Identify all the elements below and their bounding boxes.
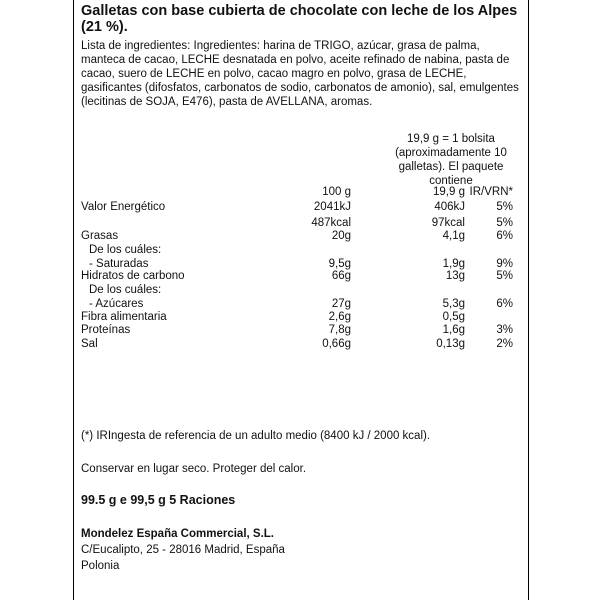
value-ir-percent: 5% xyxy=(496,201,513,213)
value-ir-percent: 6% xyxy=(496,298,513,310)
value-per-100g: 27g xyxy=(331,298,351,310)
value-per-serving: 0,13g xyxy=(436,338,465,350)
nutrient-label: Grasas xyxy=(81,230,119,242)
value-per-100g: 2,6g xyxy=(328,311,351,323)
nutrition-row xyxy=(81,229,521,243)
value-ir-percent: 2% xyxy=(496,338,513,350)
value-per-serving: 1,9g xyxy=(442,258,465,270)
value-ir-percent: 9% xyxy=(496,258,513,270)
nutrition-row xyxy=(81,243,521,257)
nutrition-header-row xyxy=(81,185,521,199)
nutrient-label: Hidratos de carbono xyxy=(81,270,185,282)
nutrition-row xyxy=(81,323,521,337)
value-per-serving: 0,5g xyxy=(442,311,465,323)
nutrition-row xyxy=(81,216,521,230)
value-ir-percent: 5% xyxy=(496,217,513,229)
nutrition-row xyxy=(81,297,521,311)
nutrition-label xyxy=(73,0,529,600)
value-per-serving: 4,1g xyxy=(442,230,465,242)
value-ir-percent: 3% xyxy=(496,324,513,336)
nutrient-label: Proteínas xyxy=(81,324,131,336)
nutrient-label: De los cuáles: xyxy=(89,284,162,296)
value-per-serving: 5,3g xyxy=(442,298,465,310)
nutrient-label: De los cuáles: xyxy=(89,244,162,256)
value-per-100g: 487kcal xyxy=(311,217,351,229)
value-per-serving: 1,6g xyxy=(442,324,465,336)
value-per-100g: 20g xyxy=(331,230,351,242)
ingredients-list: Lista de ingredientes: Ingredientes: harina de TRIGO, azúcar, grasa de palma, manteca de cacao, LECHE desnatada en polvo, aceite refinado de nabina, pasta de cacao, suero de LECHE en polvo, cacao magro en polvo, grasa de LECHE, gasificantes (difosfatos, carbonatos de sodio, carbonatos de amonio), sal, emulgentes (lecitinas de SOJA, E476), pasta de AVELLANA, aromas. xyxy=(81,40,519,108)
value-per-100g: 2041kJ xyxy=(313,201,351,213)
company-name: Mondelez España Commercial, S.L. xyxy=(81,528,274,540)
value-per-serving: 13g xyxy=(445,270,465,282)
origin-country: Polonia xyxy=(81,560,120,572)
nutrition-row xyxy=(81,200,521,214)
nutrient-label: - Saturadas xyxy=(89,258,149,270)
nutrition-row xyxy=(81,269,521,283)
company-address: C/Eucalipto, 25 - 28016 Madrid, España xyxy=(81,544,285,556)
nutrient-label: - Azúcares xyxy=(89,298,144,310)
value-per-100g: 9,5g xyxy=(328,258,351,270)
product-title: Galletas con base cubierta de chocolate con leche de los Alpes (21 %). xyxy=(81,3,518,35)
value-per-100g: 0,66g xyxy=(322,338,351,350)
value-ir-percent: 6% xyxy=(496,230,513,242)
value-per-serving: 406kJ xyxy=(434,201,465,213)
value-per-serving: 97kcal xyxy=(431,217,465,229)
header-per-serving: 19,9 g xyxy=(433,186,465,198)
nutrient-label: Sal xyxy=(81,338,98,350)
value-per-100g: 66g xyxy=(331,270,351,282)
nutrient-label: Fibra alimentaria xyxy=(81,311,167,323)
header-per-100g: 100 g xyxy=(322,186,351,198)
nutrition-row xyxy=(81,337,521,351)
nutrition-row xyxy=(81,283,521,297)
value-per-100g: 7,8g xyxy=(328,324,351,336)
value-ir-percent: 5% xyxy=(496,270,513,282)
serving-size-note: 19,9 g = 1 bolsita (aproximadamente 10 galletas). El paquete contiene xyxy=(395,133,507,187)
reference-intake-footnote: (*) IRIngesta de referencia de un adulto medio (8400 kJ / 2000 kcal). xyxy=(81,430,431,442)
net-weight: 99.5 g e 99,5 g 5 Raciones xyxy=(81,493,236,507)
nutrient-label: Valor Energético xyxy=(81,201,166,213)
storage-instructions: Conservar en lugar seco. Proteger del calor. xyxy=(81,463,307,475)
header-ir: IR/VRN* xyxy=(469,186,513,198)
nutrition-row xyxy=(81,310,521,324)
